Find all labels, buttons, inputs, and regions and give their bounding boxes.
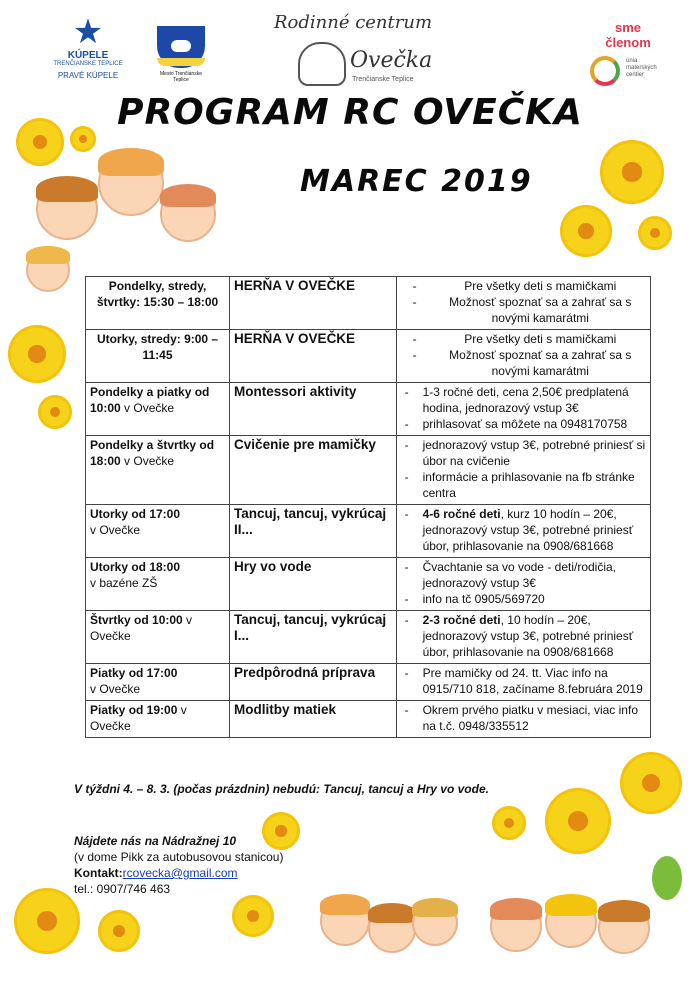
page-subtitle: MAREC 2019 bbox=[300, 164, 533, 199]
holiday-note: V týždni 4. – 8. 3. (počas prázdnin) nebudú: Tancuj, tancuj a Hry vo vode. bbox=[74, 782, 489, 796]
flower-icon bbox=[70, 126, 96, 152]
kid-illustration-icon bbox=[160, 186, 216, 242]
program-when-bold: Pondelky a štvrtky od 18:00 bbox=[90, 438, 215, 468]
program-when-bold: Utorky, stredy: 9:00 – 11:45 bbox=[96, 332, 219, 362]
program-details bbox=[396, 383, 650, 436]
program-when-place: v Ovečke bbox=[90, 613, 193, 643]
program-detail-item: - prihlasovať sa môžete na 0948170758 bbox=[401, 416, 646, 432]
flower-icon bbox=[14, 888, 80, 954]
kupele-figure-icon: ★ bbox=[72, 13, 104, 51]
sheep-icon bbox=[298, 42, 346, 86]
program-details bbox=[396, 701, 650, 738]
rc-logo-line2: Ovečka bbox=[350, 48, 433, 73]
kid-illustration-icon bbox=[490, 900, 542, 952]
program-row bbox=[86, 611, 651, 664]
program-when-place: v Ovečke bbox=[120, 401, 175, 415]
program-activity: Montessori aktivity bbox=[230, 383, 397, 436]
unia-text: únia materských centier bbox=[626, 58, 657, 78]
flower-icon bbox=[38, 395, 72, 429]
program-when-bold: Pondelky a piatky od 10:00 bbox=[90, 385, 210, 415]
program-when-bold: Pondelky, stredy, štvrtky: 15:30 – 18:00 bbox=[96, 279, 219, 309]
flower-icon bbox=[8, 325, 66, 383]
program-when-place: v bazéne ZŠ bbox=[90, 576, 158, 590]
program-activity: HERŇA V OVEČKE bbox=[230, 277, 397, 330]
program-detail-item bbox=[401, 612, 646, 660]
program-activity: Cvičenie pre mamičky bbox=[230, 436, 397, 505]
program-row bbox=[86, 664, 651, 701]
program-details bbox=[396, 330, 650, 383]
contact-heading: Nájdete nás na Nádražnej 10 bbox=[74, 834, 237, 848]
sme-clenom-logo bbox=[588, 20, 668, 100]
program-when bbox=[86, 664, 230, 701]
flower-icon bbox=[600, 140, 664, 204]
program-when-place: v Ovečke bbox=[90, 682, 141, 696]
kupele-name: KÚPELE bbox=[67, 50, 109, 61]
program-when bbox=[86, 277, 230, 330]
program-detail-item bbox=[401, 506, 646, 554]
program-activity: Predpôrodná príprava bbox=[230, 664, 397, 701]
program-when-place: v Ovečke bbox=[120, 454, 175, 468]
program-detail-item: - Možnosť spoznať sa a zahrať sa s novými kamarátmi bbox=[401, 294, 646, 326]
program-activity: Tancuj, tancuj, vykrúcaj II... bbox=[230, 505, 397, 558]
program-when bbox=[86, 436, 230, 505]
program-activity: Modlitby matiek bbox=[230, 701, 397, 738]
rc-logo-line1: Rodinné centrum bbox=[273, 12, 433, 33]
kid-illustration-icon bbox=[598, 902, 650, 954]
kupele-tagline: PRAVÉ KÚPELE bbox=[57, 71, 119, 80]
program-detail-item: - Čvachtanie sa vo vode - deti/rodičia, jednorazový vstup 3€ bbox=[401, 559, 646, 591]
program-row bbox=[86, 277, 651, 330]
program-detail-item: - info na tč 0905/569720 bbox=[401, 591, 646, 607]
flower-icon bbox=[16, 118, 64, 166]
town-crest-logo bbox=[155, 26, 207, 83]
program-detail-age: 4-6 ročné deti bbox=[422, 507, 501, 521]
program-detail-item: - informácie a prihlasovanie na fb stránke centra bbox=[401, 469, 646, 501]
program-details bbox=[396, 436, 650, 505]
program-details bbox=[396, 664, 650, 701]
kid-illustration-icon bbox=[320, 896, 370, 946]
flower-icon bbox=[560, 205, 612, 257]
kid-illustration-icon bbox=[26, 248, 70, 292]
crest-caption: Mesto Trenčianske Teplice bbox=[160, 71, 202, 83]
contact-address: (v dome Pikk za autobusovou stanicou) bbox=[74, 850, 284, 864]
kid-illustration-icon bbox=[36, 178, 98, 240]
program-activity: HERŇA V OVEČKE bbox=[230, 330, 397, 383]
program-when-bold: Štvrtky od 10:00 bbox=[90, 613, 183, 627]
program-when-bold: Utorky od 18:00 bbox=[90, 560, 181, 574]
program-row bbox=[86, 383, 651, 436]
program-when bbox=[86, 330, 230, 383]
program-row bbox=[86, 436, 651, 505]
program-details bbox=[396, 611, 650, 664]
contact-phone: tel.: 0907/746 463 bbox=[74, 882, 171, 896]
program-detail-item: - Možnosť spoznať sa a zahrať sa s novými kamarátmi bbox=[401, 347, 646, 379]
kid-illustration-icon bbox=[368, 905, 416, 953]
rc-ovecka-logo bbox=[268, 12, 438, 92]
program-detail-text: , 10 hodín – 20€, jednorazový vstup 3€, potrebné priniesť úbor, prihlasovanie na 0908/681668 bbox=[422, 613, 634, 659]
program-detail-item: - jednorazový vstup 3€, potrebné priniesť si úbor na cvičenie bbox=[401, 437, 646, 469]
program-detail-item: - Pre všetky deti s mamičkami bbox=[401, 331, 646, 347]
sme-line1: sme bbox=[614, 20, 642, 35]
flower-icon bbox=[492, 806, 526, 840]
program-when-place: v Ovečke bbox=[90, 523, 141, 537]
page-title: PROGRAM RC OVEČKA bbox=[117, 92, 583, 133]
program-activity: Hry vo vode bbox=[230, 558, 397, 611]
program-detail-item: - Pre mamičky od 24. tt. Viac info na 0915/710 818, začíname 8.februára 2019 bbox=[401, 665, 646, 697]
kupele-logo bbox=[48, 14, 128, 84]
sme-line2: členom bbox=[605, 35, 651, 50]
program-detail-item: - Pre všetky deti s mamičkami bbox=[401, 278, 646, 294]
program-detail-item: - 1-3 ročné deti, cena 2,50€ predplatená hodina, jednorazový vstup 3€ bbox=[401, 384, 646, 416]
program-table bbox=[85, 276, 651, 738]
flower-icon bbox=[98, 910, 140, 952]
balloon-icon bbox=[652, 856, 682, 900]
kid-illustration-icon bbox=[98, 150, 164, 216]
program-when bbox=[86, 611, 230, 664]
kupele-sub: TRENČIANSKE TEPLICE bbox=[53, 61, 123, 67]
flower-icon bbox=[545, 788, 611, 854]
flower-icon bbox=[620, 752, 682, 814]
contact-email-label: Kontakt: bbox=[74, 866, 123, 880]
flower-icon bbox=[638, 216, 672, 250]
program-when bbox=[86, 505, 230, 558]
program-row bbox=[86, 330, 651, 383]
program-when-place: v Ovečke bbox=[90, 703, 187, 733]
flower-icon bbox=[232, 895, 274, 937]
program-row bbox=[86, 505, 651, 558]
program-when-bold: Piatky od 19:00 bbox=[90, 703, 178, 717]
program-details bbox=[396, 558, 650, 611]
program-when bbox=[86, 558, 230, 611]
program-details bbox=[396, 277, 650, 330]
program-when-bold: Utorky od 17:00 bbox=[90, 507, 181, 521]
program-when bbox=[86, 701, 230, 738]
program-detail-age: 2-3 ročné deti bbox=[422, 613, 501, 627]
program-when bbox=[86, 383, 230, 436]
contact-email-link[interactable]: rcovecka@gmail.com bbox=[122, 866, 238, 880]
contact-email-line bbox=[74, 865, 283, 881]
program-when-bold: Piatky od 17:00 bbox=[90, 666, 178, 680]
program-activity: Tancuj, tancuj, vykrúcaj I... bbox=[230, 611, 397, 664]
rc-logo-line3: Trenčianske Teplice bbox=[352, 76, 414, 83]
program-details bbox=[396, 505, 650, 558]
kid-illustration-icon bbox=[545, 896, 597, 948]
kid-illustration-icon bbox=[412, 900, 458, 946]
unia-ring-icon bbox=[590, 56, 620, 86]
program-row bbox=[86, 558, 651, 611]
program-detail-item: - Okrem prvého piatku v mesiaci, viac info na t.č. 0948/335512 bbox=[401, 702, 646, 734]
contact-block bbox=[74, 833, 283, 897]
crest-shield-icon bbox=[157, 26, 205, 68]
program-detail-text: , kurz 10 hodín – 20€, jednorazový vstup 3€, potrebné priniesť úbor, prihlasovanie na 0908/681668 bbox=[422, 507, 634, 553]
program-row bbox=[86, 701, 651, 738]
